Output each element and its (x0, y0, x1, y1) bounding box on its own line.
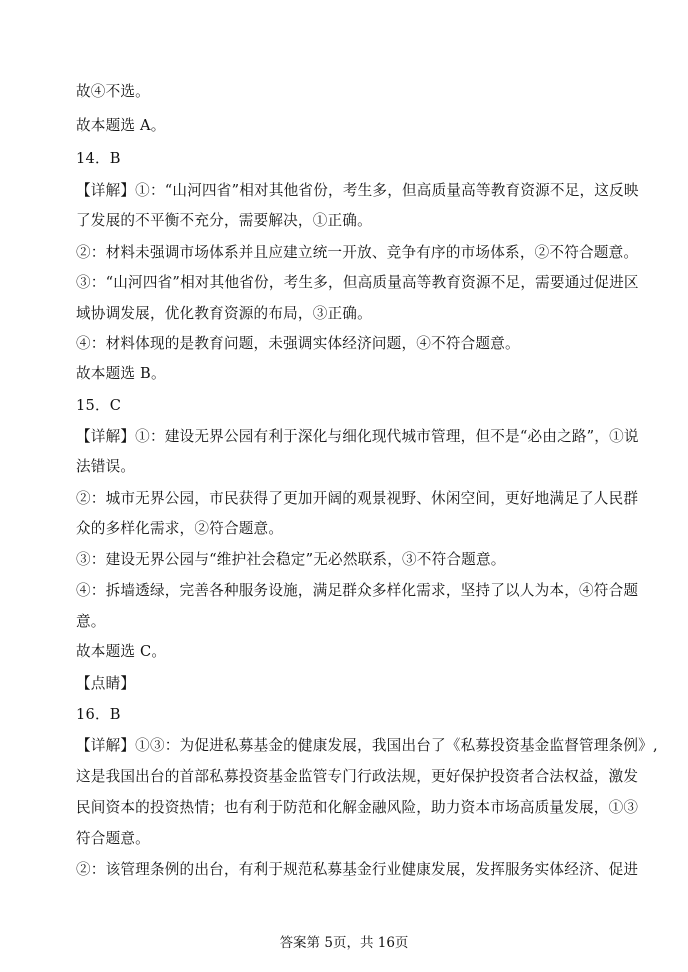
text-line: ③：建设无界公园与“维护社会稳定”无必然联系，③不符合题意。 (76, 551, 506, 568)
question-number: 14．B (76, 150, 121, 167)
text-line: ②：该管理条例的出台，有利于规范私募基金行业健康发展，发挥服务实体经济、促进 (76, 861, 639, 878)
question-number: 15．C (76, 397, 122, 414)
text-line: 【点睛】 (76, 675, 136, 692)
text-line: 故本题选 B。 (76, 365, 166, 382)
text-line: 符合题意。 (76, 830, 150, 847)
text-line: ③：“山河四省”相对其他省份，考生多，但高质量高等教育资源不足，需要通过促进区 (76, 274, 639, 291)
page-footer: 答案第 5页，共 16页 (279, 935, 409, 951)
text-line: ④：拆墙透绿，完善各种服务设施，满足群众多样化需求，坚持了以人为本，④符合题 (76, 582, 639, 599)
text-line: ②：城市无界公园，市民获得了更加开阔的观景视野、休闲空间，更好地满足了人民群 (76, 490, 639, 507)
text-line: 故本题选 C。 (76, 643, 167, 660)
text-line: 意。 (76, 613, 106, 630)
text-line: 域协调发展，优化教育资源的布局，③正确。 (76, 305, 372, 322)
text-line: 【详解】①：“山河四省”相对其他省份，考生多，但高质量高等教育资源不足，这反映 (76, 182, 639, 199)
text-line: 了发展的不平衡不充分，需要解决，①正确。 (76, 212, 372, 229)
text-line: 众的多样化需求，②符合题意。 (76, 520, 284, 537)
text-line: 故④不选。 (76, 83, 150, 100)
text-line: ②：材料未强调市场体系并且应建立统一开放、竞争有序的市场体系，②不符合题意。 (76, 244, 639, 261)
text-line: 法错误。 (76, 458, 136, 475)
question-number: 16．B (76, 706, 121, 723)
text-line: 故本题选 A。 (76, 117, 166, 134)
text-line: 【详解】①：建设无界公园有利于深化与细化现代城市管理，但不是“必由之路”，①说 (76, 428, 639, 445)
text-line: 这是我国出台的首部私募投资基金监管专门行政法规，更好保护投资者合法权益，激发 (76, 768, 639, 785)
text-line: 【详解】①③：为促进私募基金的健康发展，我国出台了《私募投资基金监督管理条例》, (76, 737, 658, 754)
text-line: 民间资本的投资热情；也有利于防范和化解金融风险，助力资本市场高质量发展，①③ (76, 799, 639, 816)
text-line: ④：材料体现的是教育问题，未强调实体经济问题，④不符合题意。 (76, 335, 520, 352)
